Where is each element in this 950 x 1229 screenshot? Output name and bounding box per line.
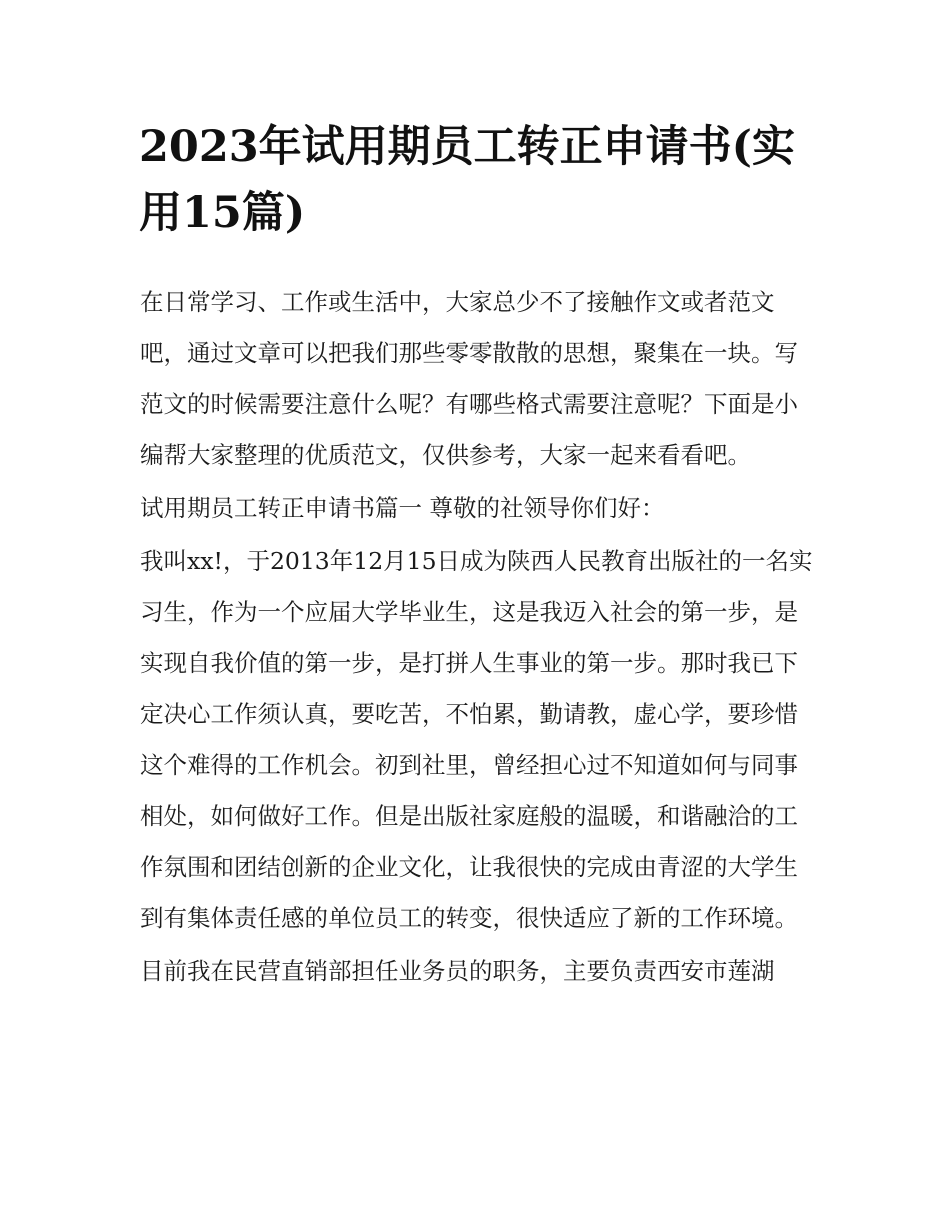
document-body (140, 277, 816, 997)
paragraph-current-role: 目前我在民营直销部担任业务员的职务，主要负责西安市莲湖 (140, 957, 775, 985)
paragraph-salutation: 试用期员工转正申请书篇一 尊敬的社领导你们好： (140, 494, 665, 522)
document-title: 2023年试用期员工转正申请书(实用15篇) (139, 122, 796, 238)
paragraph-intro: 在日常学习、工作或生活中，大家总少不了接触作文或者范文吧，通过文章可以把我们那些零零散散的思想，聚集在一块。写范文的时候需要注意什么呢？有哪些格式需要注意呢？下面是小编帮大家整理的优质范文，仅供参考，大家一起来看看吧。 (140, 288, 798, 469)
paragraph-self-introduction: 我叫xx!，于2013年12月15日成为陕西人民教育出版社的一名实习生，作为一个应届大学毕业生，这是我迈入社会的第一步，是实现自我价值的第一步，是打拼人生事业的第一步。那时我已下定决心工作须认真，要吃苦，不怕累，勤请教，虚心学，要珍惜这个难得的工作机会。初到社里，曾经担心过不知道如何与同事相处，如何做好工作。但是出版社家庭般的温暖，和谐融洽的工作氛围和团结创新的企业文化，让我很快的完成由青涩的大学生到有集体责任感的单位员工的转变，很快适应了新的工作环境。 (140, 547, 813, 932)
